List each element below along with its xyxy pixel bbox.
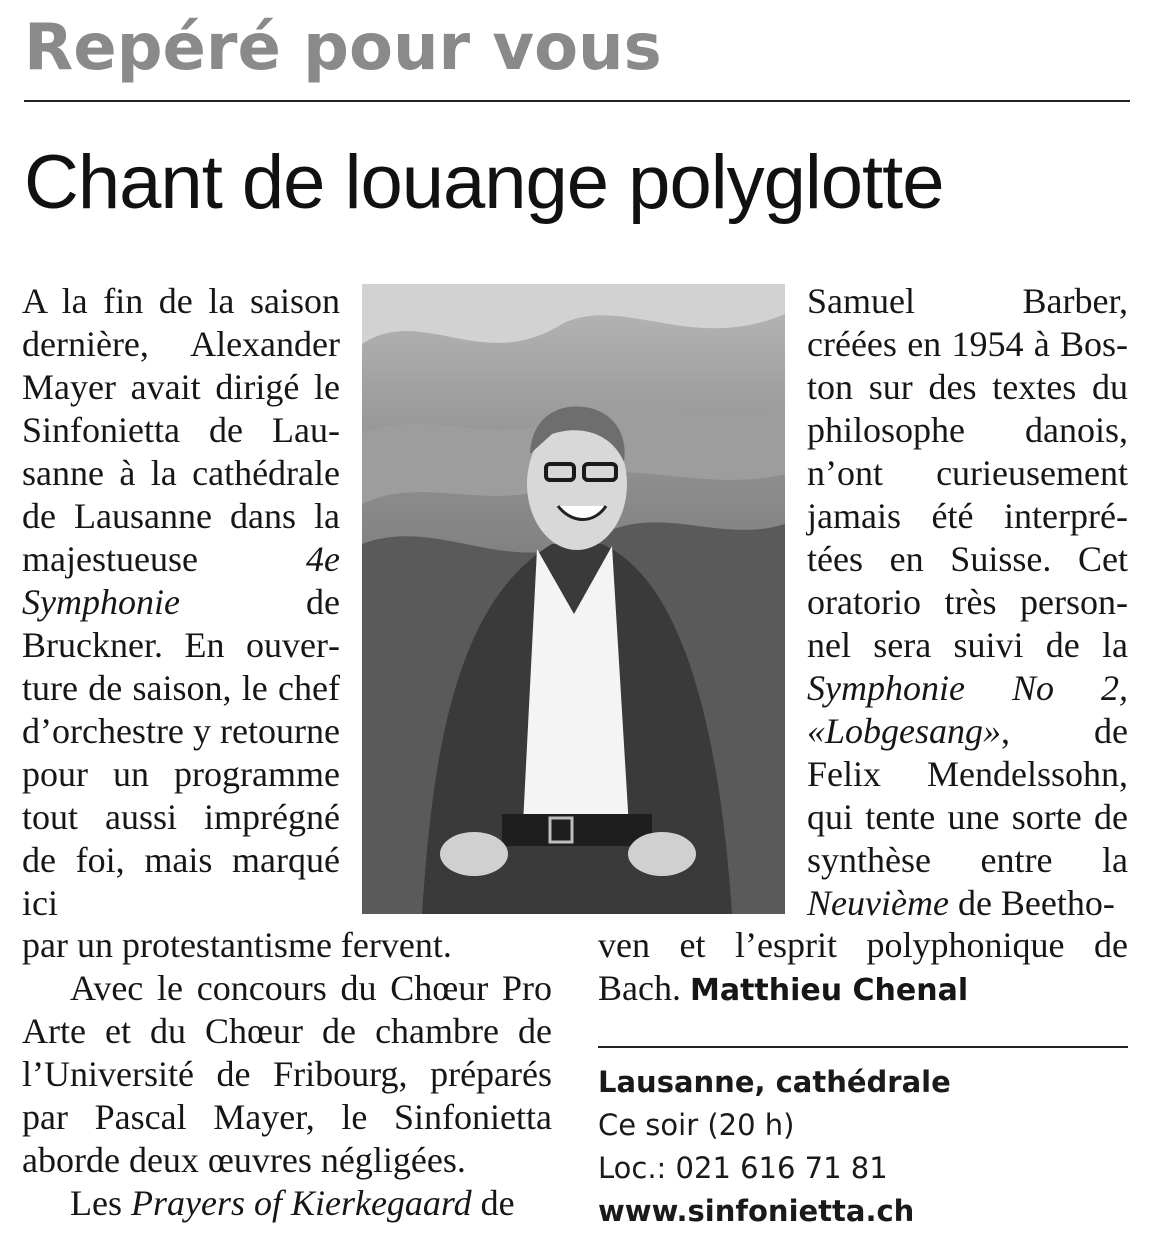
article-column-left <box>22 280 340 925</box>
booking-phone: Loc.: 021 616 71 81 <box>598 1151 888 1185</box>
article-column-right <box>807 280 1128 925</box>
paragraph-2: Avec le concours du Chœur Pro Arte et du Chœur de chambre de l’Université de Fribourg, préparés par Pascal Mayer, le Sinfonietta aborde deux œuvres négligées. <box>22 968 552 1180</box>
text-run: de Beetho- <box>948 883 1115 923</box>
article-column-left-lower <box>22 924 552 1225</box>
event-website: www.sinfonietta.ch <box>598 1194 915 1228</box>
section-kicker: Repéré pour vous <box>24 11 662 85</box>
text-run: de <box>471 1183 515 1223</box>
italic-title: Prayers of Kierkegaard <box>130 1183 472 1223</box>
paragraph-3 <box>22 1182 552 1225</box>
article-column-right-lower <box>598 924 1128 1012</box>
top-divider <box>24 100 1130 102</box>
paragraph-continuation <box>807 280 1128 925</box>
paragraph-1-end: par un protestantisme fervent. <box>22 925 452 965</box>
text-run: Les <box>70 1183 131 1223</box>
info-divider <box>598 1046 1128 1048</box>
text-run: A la fin de la saison dernière, Alexander Mayer avait dirigé le Sinfonietta de Lausanne à la cathédrale de Lausanne dans la majestueuse <box>22 281 340 579</box>
italic-title: Symphonie No 2, «Lobgesang» <box>807 668 1128 751</box>
text-run: de Bruckner. En ouverture de saison, le chef d’orchestre y retourne pour un programme tout aussi imprégné de foi, mais marqué ici <box>22 582 340 923</box>
author-signature: Matthieu Chenal <box>689 973 969 1008</box>
text-run: Samuel Barber, créées en 1954 à Boston sur des textes du philosophe danois, n’ont curieusement jamais été interprétées en Suisse. Cet oratorio très personnel sera suivi de la <box>807 281 1128 665</box>
text-run: , de Felix Mendelssohn, qui tente une sorte de synthèse entre la <box>807 711 1128 880</box>
paragraph-1-start <box>22 280 340 925</box>
event-time: Ce soir (20 h) <box>598 1108 795 1142</box>
paragraph-final <box>598 924 1128 1012</box>
conductor-photo <box>362 284 785 914</box>
text-run: ven et l’esprit polyphonique de Bach. <box>598 925 1128 1008</box>
event-venue: Lausanne, cathédrale <box>598 1065 951 1099</box>
italic-title: 4e Symphonie <box>22 539 340 622</box>
article-headline: Chant de louange polyglotte <box>24 140 944 225</box>
italic-title: Neuvième <box>807 883 949 923</box>
